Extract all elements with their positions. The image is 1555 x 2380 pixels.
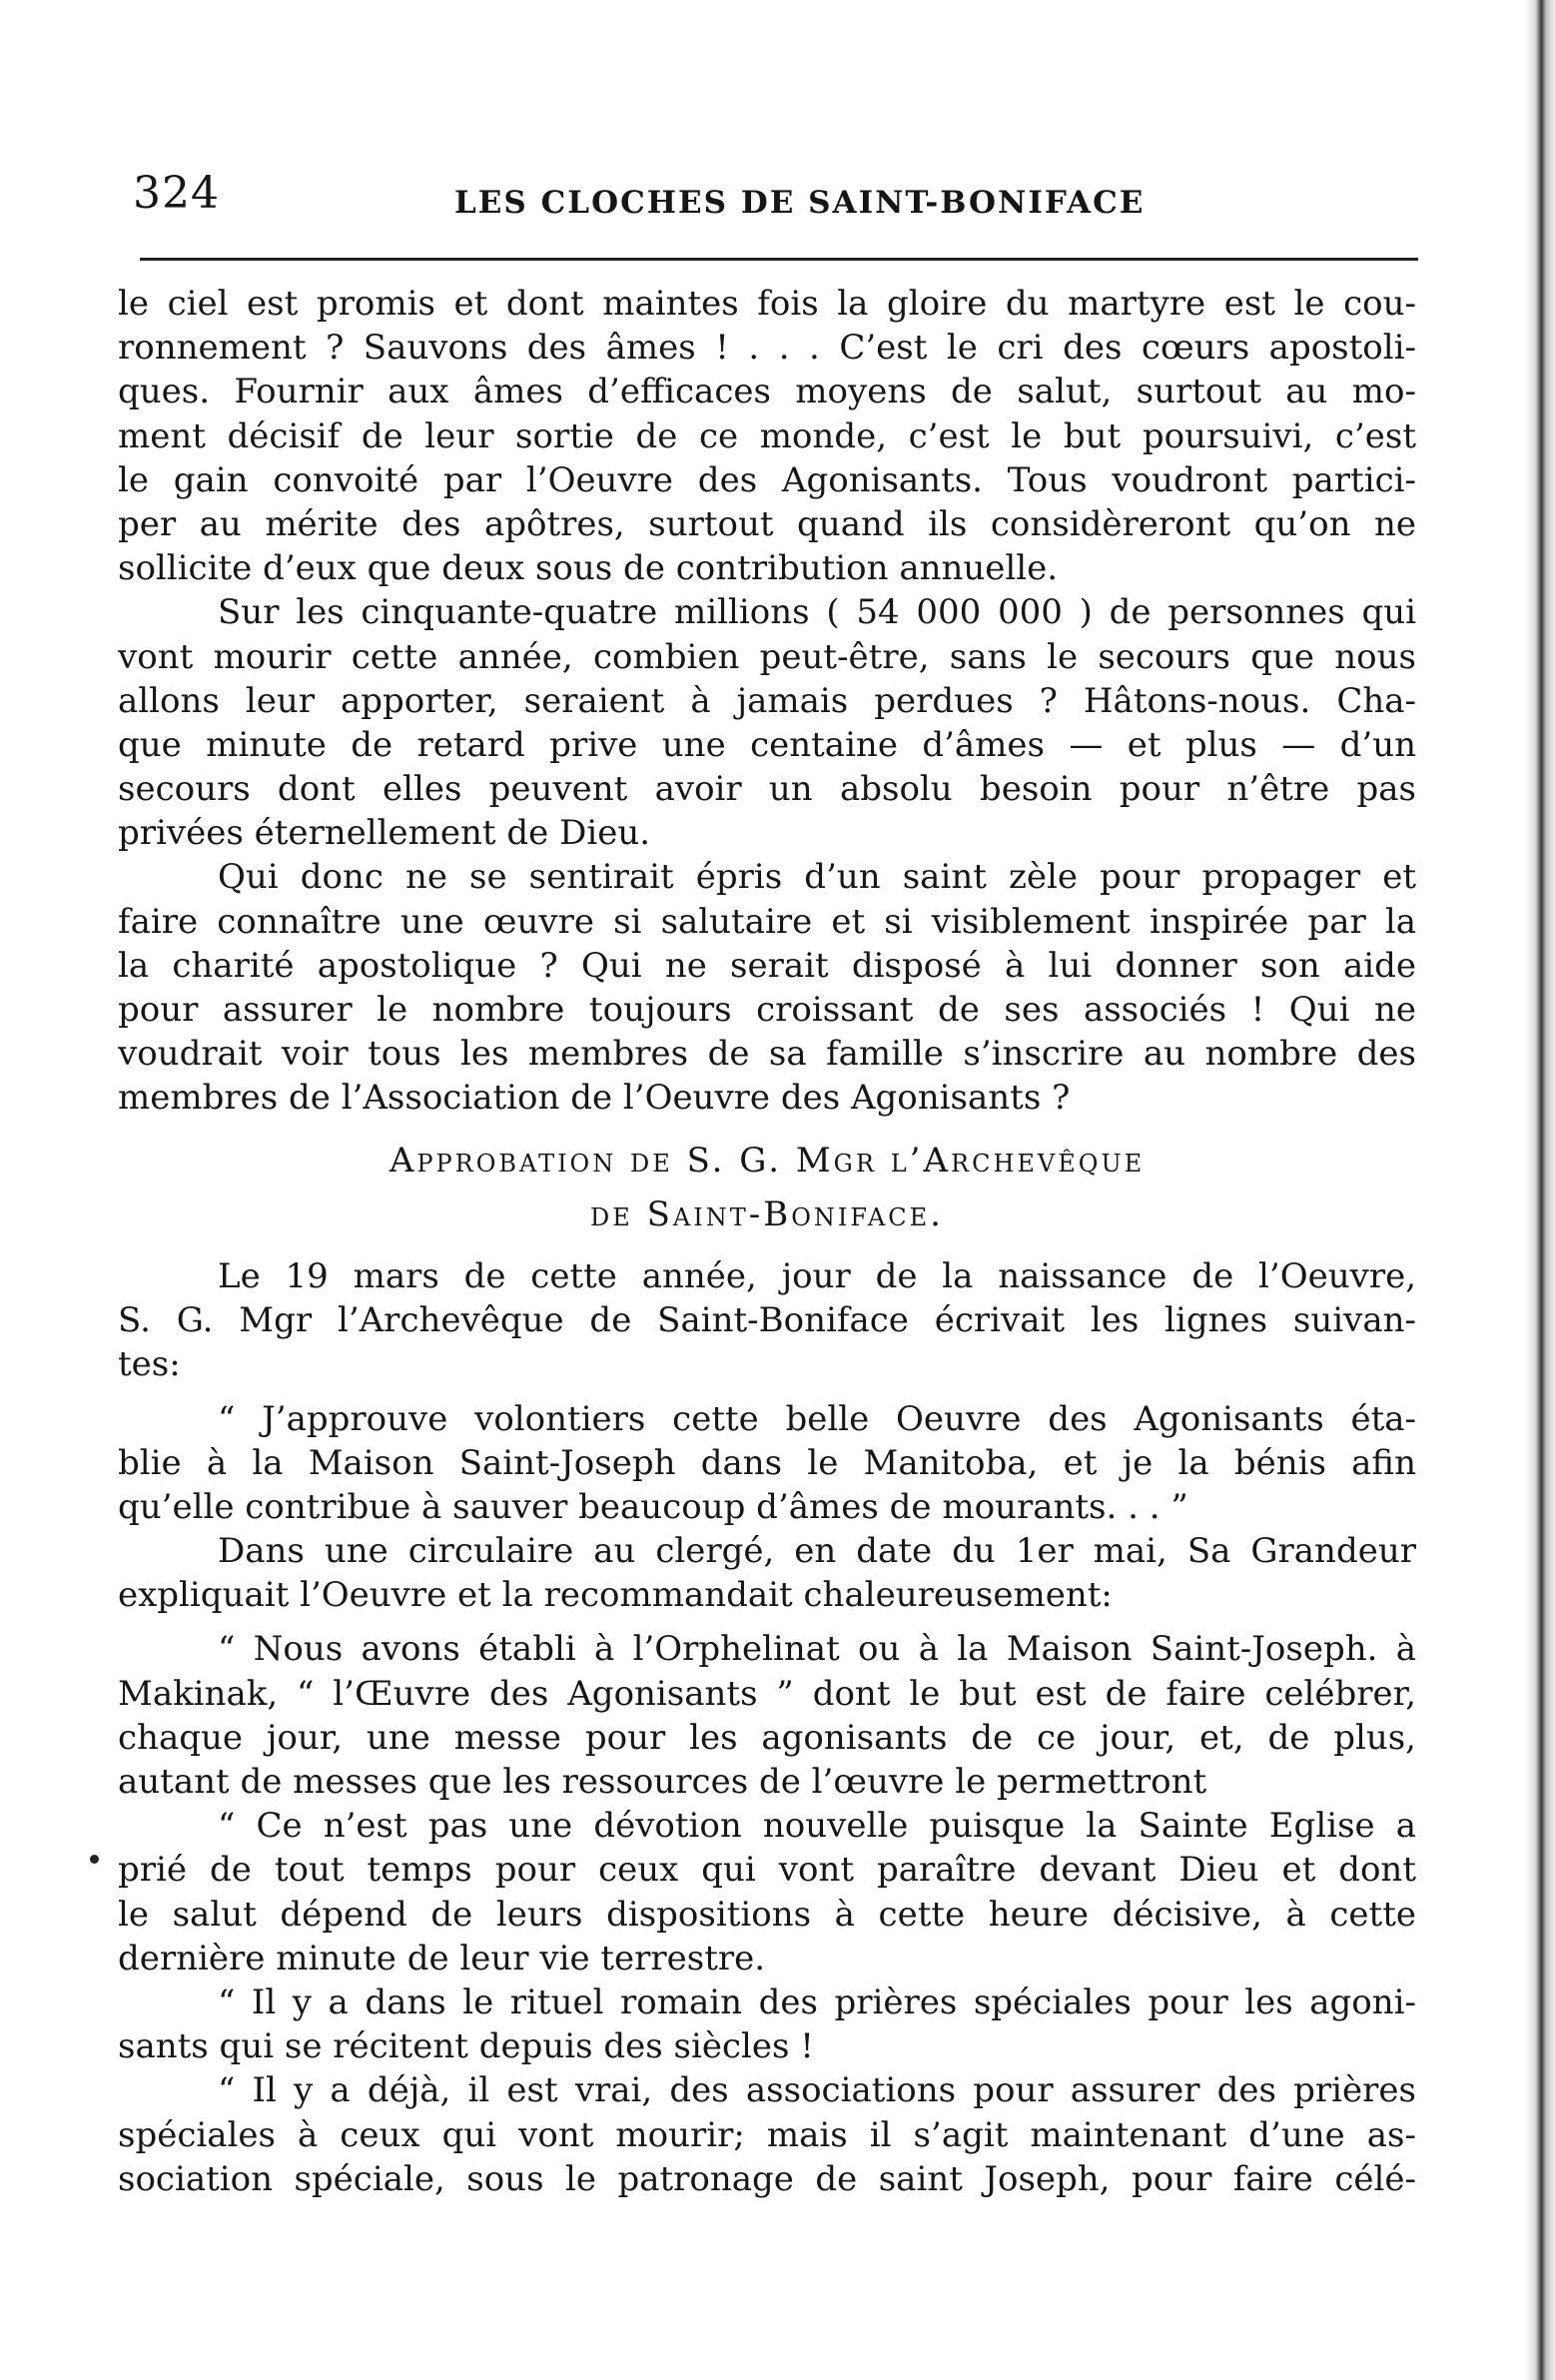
quote-line: “ Il y a dans le rituel romain des prières spéciales pour les agoni-: [218, 1982, 1416, 2022]
quote-line: dernière minute de leur vie terrestre.: [118, 1938, 766, 1979]
quote-line: autant de messes que les ressources de l’œuvre le permettront: [118, 1762, 1207, 1802]
text-line: tes:: [118, 1344, 181, 1385]
text-line: sollicite d’eux que deux sous de contribution annuelle.: [118, 548, 1059, 589]
section-heading: Approbation de S. G. Mgr l’Archevêque: [389, 1140, 1146, 1181]
text-line: allons leur apporter, seraient à jamais perdues ? Hâtons-nous. Cha-: [118, 680, 1416, 721]
body-text: [118, 282, 1416, 2201]
quote-line: blie à la Maison Saint-Joseph dans le Manitoba, et je la bénis afin: [118, 1442, 1416, 1483]
text-line: membres de l’Association de l’Oeuvre des Agonisants ?: [118, 1078, 1071, 1119]
text-line: ment décisif de leur sortie de ce monde, c’est le but poursuivi, c’est: [118, 415, 1416, 456]
text-line: le gain convoité par l’Oeuvre des Agonisants. Tous voudront partici-: [118, 459, 1416, 500]
quote-line: chaque jour, une messe pour les agonisants de ce jour, et, de plus,: [118, 1717, 1416, 1758]
text-line: ques. Fournir aux âmes d’efficaces moyens de salut, surtout au mo-: [118, 372, 1416, 412]
quote-line: “ Nous avons établi à l’Orphelinat ou à la Maison Saint-Joseph. à: [218, 1629, 1416, 1670]
quote-line: “ Il y a déjà, il est vrai, des associations pour assurer des prières: [218, 2070, 1416, 2111]
quote-line: sants qui se récitent depuis des siècles !: [118, 2026, 814, 2067]
text-line: pour assurer le nombre toujours croissant de ses associés ! Qui ne: [118, 990, 1416, 1030]
quote-line: spéciales à ceux qui vont mourir; mais il s’agit maintenant d’une as-: [118, 2114, 1416, 2155]
text-line: expliquait l’Oeuvre et la recommandait chaleureusement:: [118, 1575, 1113, 1616]
quote-line: sociation spéciale, sous le patronage de saint Joseph, pour faire célé-: [118, 2158, 1416, 2199]
text-line: Dans une circulaire au clergé, en date du 1er mai, Sa Grandeur: [218, 1531, 1416, 1572]
text-line: Sur les cinquante-quatre millions ( 54 000 000 ) de personnes qui: [218, 592, 1416, 633]
text-line: le ciel est promis et dont maintes fois la gloire du martyre est le cou-: [118, 284, 1416, 324]
text-line: per au mérite des apôtres, surtout quand ils considèreront qu’on ne: [118, 503, 1416, 544]
text-line: privées éternellement de Dieu.: [118, 813, 651, 854]
ink-speck: [90, 1855, 99, 1864]
text-line: secours dont elles peuvent avoir un absolu besoin pour n’être pas: [118, 769, 1416, 810]
text-line: voudrait voir tous les membres de sa famille s’inscrire au nombre des: [118, 1034, 1416, 1075]
text-line: vont mourir cette année, combien peut-être, sans le secours que nous: [118, 636, 1416, 677]
header-rule: [140, 258, 1418, 261]
quote-line: le salut dépend de leurs dispositions à cette heure décisive, à cette: [118, 1894, 1416, 1935]
text-line: faire connaître une œuvre si salutaire et si visiblement inspirée par la: [118, 901, 1416, 942]
quote-line: prié de tout temps pour ceux qui vont paraître devant Dieu et dont: [118, 1850, 1416, 1891]
quote-line: Makinak, “ l’Œuvre des Agonisants ” dont le but est de faire celébrer,: [118, 1673, 1416, 1714]
text-line: la charité apostolique ? Qui ne serait disposé à lui donner son aide: [118, 945, 1416, 986]
text-line: ronnement ? Sauvons des âmes ! . . . C’est le cri des cœurs apostoli-: [118, 328, 1416, 369]
text-line: S. G. Mgr l’Archevêque de Saint-Boniface écrivait les lignes suivan-: [118, 1300, 1416, 1341]
text-line: Qui donc ne se sentirait épris d’un saint zèle pour propager et: [218, 857, 1416, 898]
quote-line: qu’elle contribue à sauver beaucoup d’âmes de mourants. . . ”: [118, 1486, 1188, 1527]
page-edge-shadow: [1525, 0, 1555, 2380]
text-line: que minute de retard prive une centaine d’âmes — et plus — d’un: [118, 724, 1416, 765]
running-title: LES CLOCHES DE SAINT-BONIFACE: [454, 185, 1146, 221]
page-number: 324: [133, 168, 220, 219]
section-heading-continued: de Saint-Boniface.: [590, 1193, 944, 1234]
text-line: Le 19 mars de cette année, jour de la naissance de l’Oeuvre,: [218, 1255, 1416, 1296]
quote-line: “ J’approuve volontiers cette belle Oeuvre des Agonisants éta-: [218, 1398, 1416, 1439]
quote-line: “ Ce n’est pas une dévotion nouvelle puisque la Sainte Eglise a: [218, 1806, 1416, 1847]
